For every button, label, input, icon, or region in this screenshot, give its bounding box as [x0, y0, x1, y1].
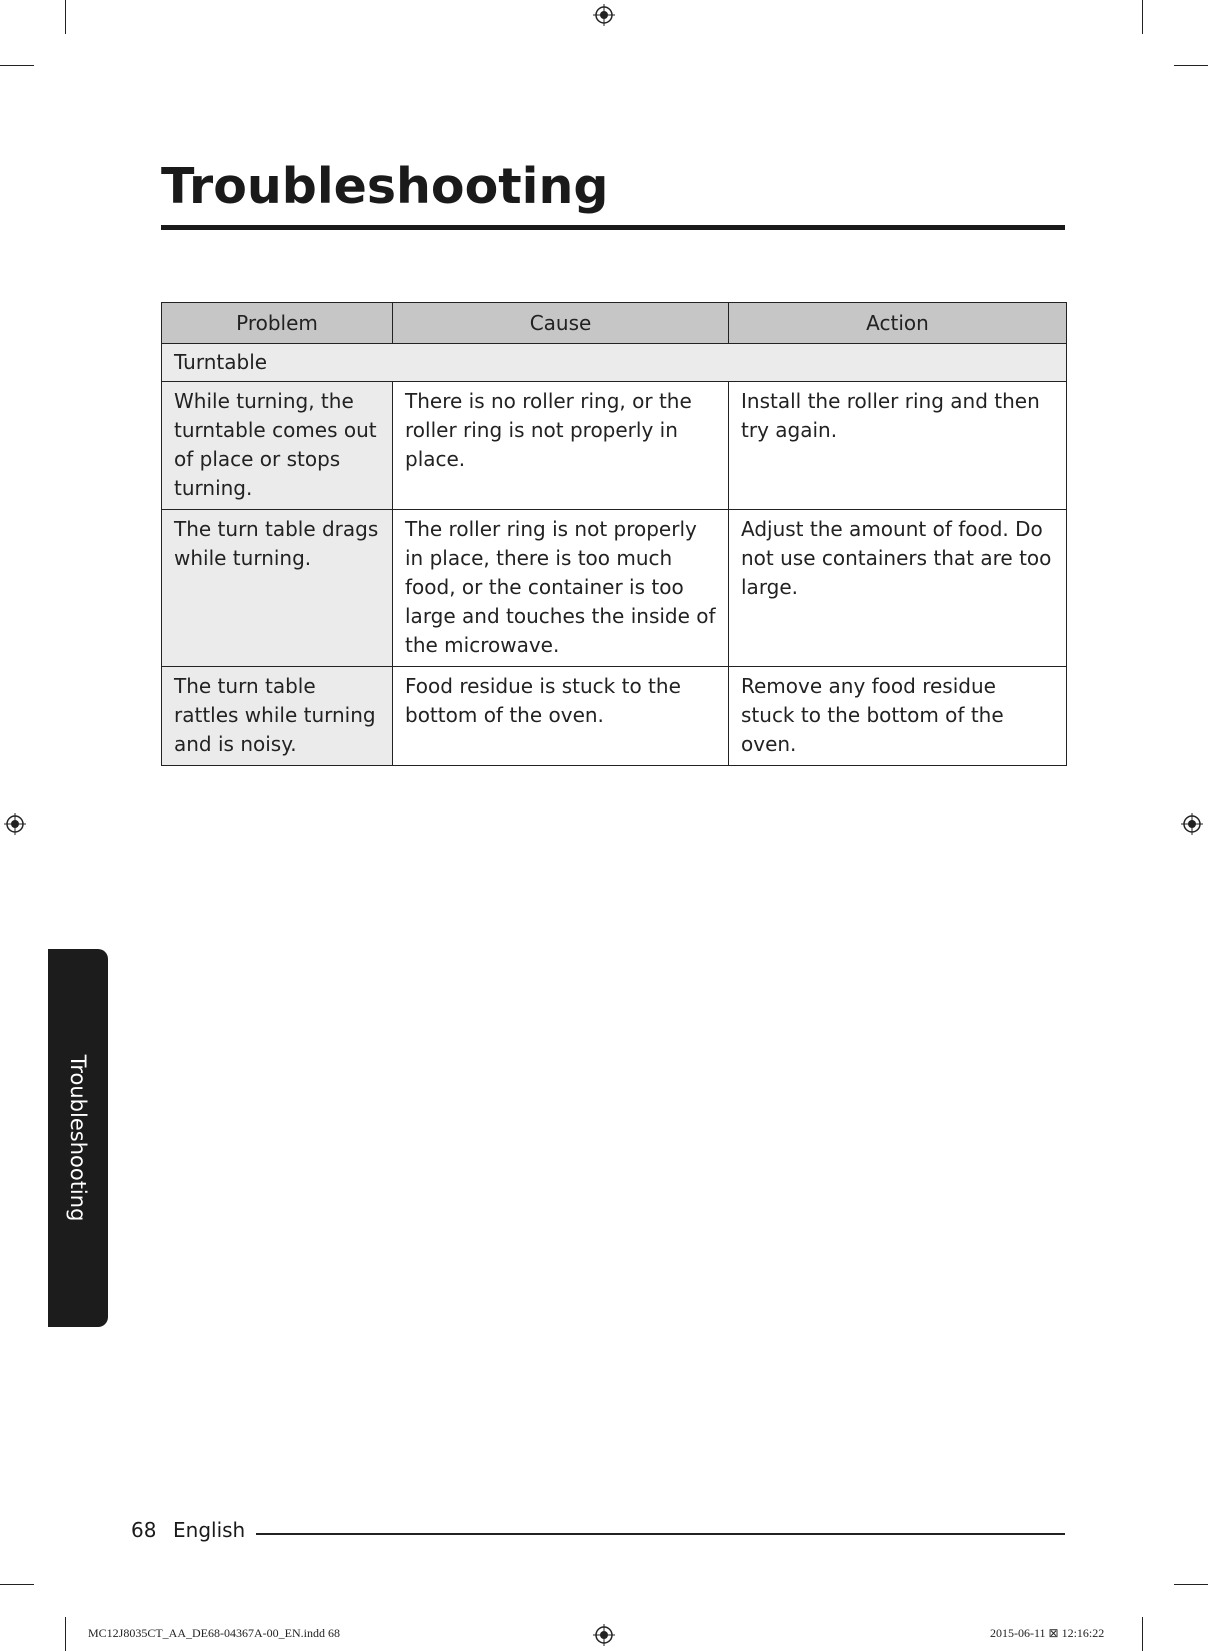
problem-cell: The turn table rattles while turning and is noisy.	[162, 667, 393, 766]
problem-cell: The turn table drags while turning.	[162, 510, 393, 667]
print-slug-timestamp: 2015-06-11 ⊠ 12:16:22	[990, 1626, 1105, 1640]
chapter-side-tab-label: Troubleshooting	[66, 1054, 90, 1222]
registration-mark-icon	[593, 4, 615, 26]
problem-cell: While turning, the turntable comes out of place or stops turning.	[162, 382, 393, 510]
registration-mark-icon	[1181, 813, 1203, 835]
crop-mark	[65, 1617, 66, 1651]
header-action: Action	[729, 303, 1067, 344]
registration-mark-icon	[593, 1624, 615, 1646]
action-cell: Adjust the amount of food. Do not use containers that are too large.	[729, 510, 1067, 667]
page-title: Troubleshooting	[161, 158, 609, 215]
troubleshooting-table	[161, 302, 1067, 766]
table-row	[162, 510, 1067, 667]
section-turntable: Turntable	[162, 344, 1067, 382]
crop-mark	[0, 1584, 34, 1585]
cause-cell: The roller ring is not properly in place, there is too much food, or the container is too large and touches the inside of the microwave.	[393, 510, 729, 667]
header-cause: Cause	[393, 303, 729, 344]
cause-cell: Food residue is stuck to the bottom of the oven.	[393, 667, 729, 766]
crop-mark	[1174, 1584, 1208, 1585]
table-row	[162, 667, 1067, 766]
registration-mark-icon	[4, 813, 26, 835]
print-slug-file: MC12J8035CT_AA_DE68-04367A-00_EN.indd 68	[88, 1626, 340, 1640]
chapter-side-tab	[48, 949, 108, 1327]
cause-cell: There is no roller ring, or the roller ring is not properly in place.	[393, 382, 729, 510]
footer-rule	[256, 1533, 1065, 1535]
title-rule	[161, 225, 1065, 230]
crop-mark	[1142, 0, 1143, 34]
crop-mark	[1142, 1617, 1143, 1651]
table-header-row	[162, 303, 1067, 344]
table-row	[162, 382, 1067, 510]
action-cell: Install the roller ring and then try again.	[729, 382, 1067, 510]
section-row	[162, 344, 1067, 382]
header-problem: Problem	[162, 303, 393, 344]
crop-mark	[65, 0, 66, 34]
page-language: English	[173, 1518, 246, 1542]
crop-mark	[0, 65, 34, 66]
action-cell: Remove any food residue stuck to the bottom of the oven.	[729, 667, 1067, 766]
crop-mark	[1174, 65, 1208, 66]
page-number: 68	[131, 1518, 157, 1542]
